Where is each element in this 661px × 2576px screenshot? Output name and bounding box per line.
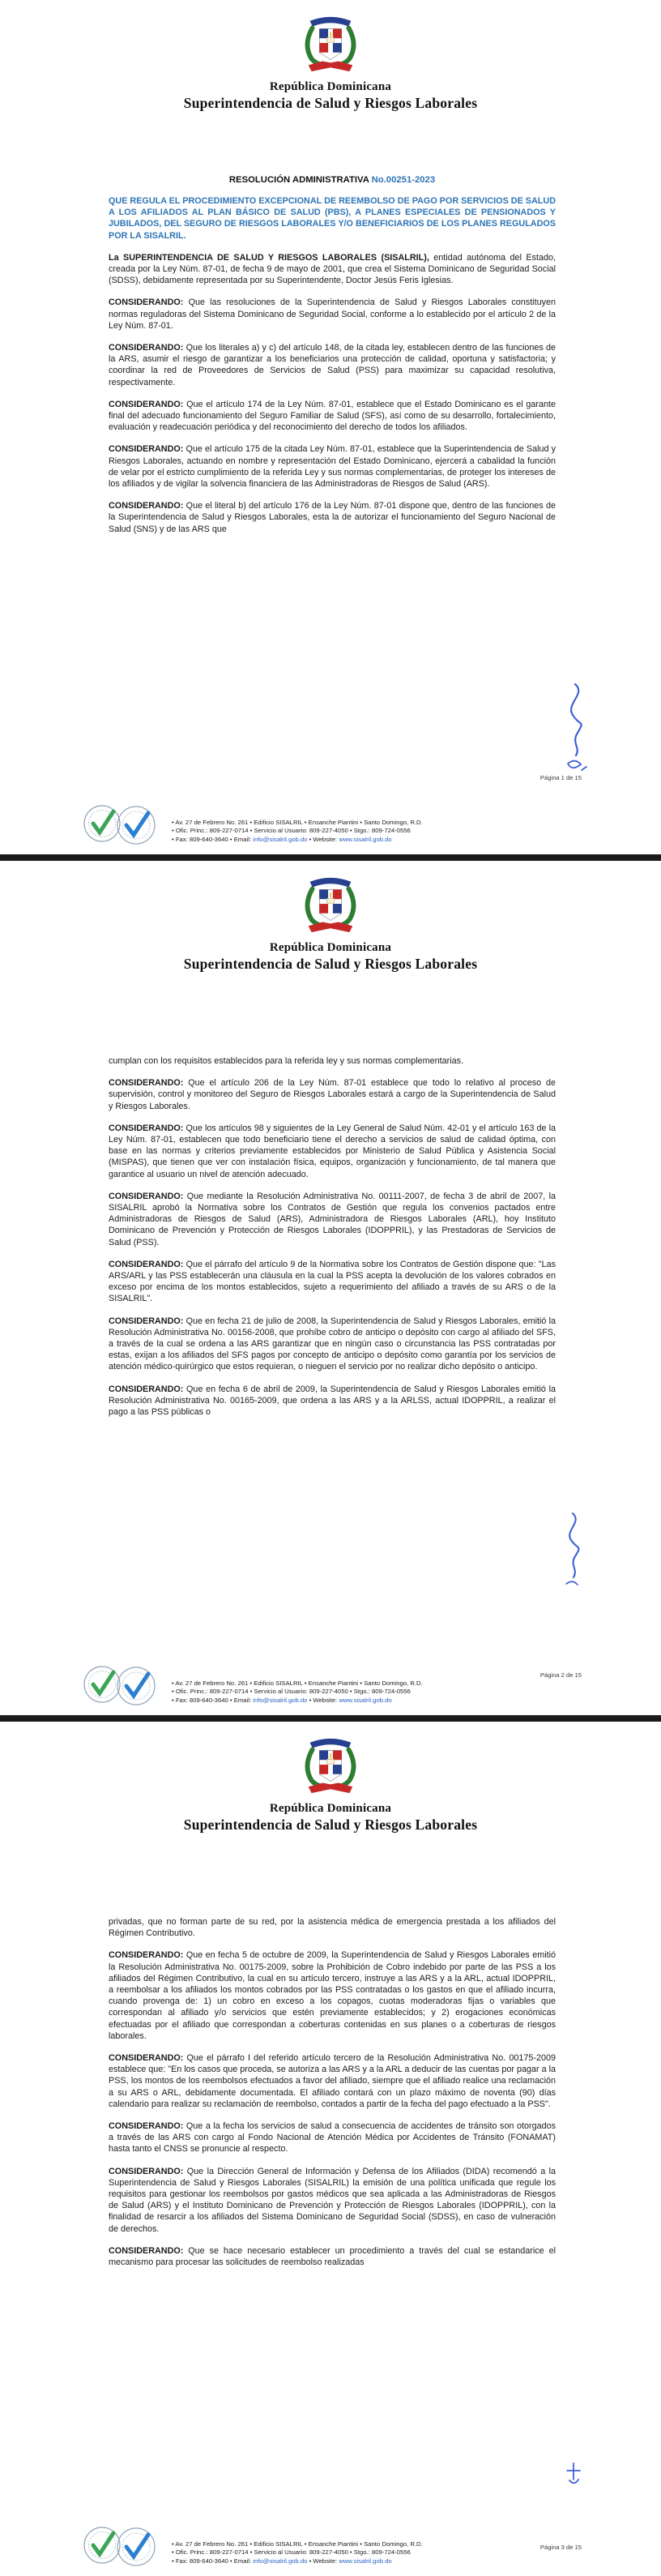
page-header xyxy=(0,0,661,112)
document-page-3 xyxy=(0,1722,661,2576)
website-link[interactable]: www.sisalril.gob.do xyxy=(339,2557,392,2565)
resolution-number: No.00251-2023 xyxy=(371,175,436,185)
certification-seals-icon xyxy=(81,799,165,853)
header-country: República Dominicana xyxy=(269,80,392,93)
paragraph: CONSIDERANDO: Que en fecha 5 de octubre de 2009, la Superintendencia de Salud y Riesgos Laborales emitió la Resolución Administrativa No. 00175-2009, sobre la Prohibición de Cobro indebido por parte de las PSS a los afiliados del Régimen Contributivo, la cual en su artículo tercero, instruye a las ARS y a la ARL, actual IDOPPRIL, a reembolsar a los afiliados los montos cobrados por las PSS contratadas o los gastos en que el afiliado incurra, cuando provenga de: 1) un cobro en exceso a los copagos, cuotas moderadoras fijas o variables que correspondan al afiliado y/o servicios que estén previamente establecidos; y 2) erogaciones económicas efectuadas por el afiliado que correspondan a coberturas contenidas en sus planes o a coberturas de riesgos laborales. xyxy=(109,1950,556,2041)
footer-address-line: • Av. 27 de Febrero No. 261 • Edificio SISALRIL • Ensanche Piantini • Santo Domingo, R.D. xyxy=(172,818,423,826)
page-body xyxy=(109,1055,556,1428)
paragraph: cumplan con los requisitos establecidos para la referida ley y sus normas complementarias. xyxy=(109,1056,464,1066)
page-number: Página 3 de 15 xyxy=(539,2544,582,2551)
header-institution: Superintendencia de Salud y Riesgos Laborales xyxy=(183,1816,478,1833)
page-header xyxy=(0,1722,661,1834)
paragraph: CONSIDERANDO: Que los literales a) y c) del artículo 148, de la citada ley, establecen dentro de las funciones de la ARS, asumir el riesgo de garantizar a los beneficiarios una protección de calidad, oportuna y satisfactoria; y coordinar la red de Proveedores de Servicios de Salud (PSS) para maximizar su capacidad resolutiva, respectivamente. xyxy=(109,343,556,387)
page-header xyxy=(0,861,661,973)
footer-online-line: • Fax: 809-640-3640 • Email: info@sisalril.gob.do • Website: www.sisalril.gob.do xyxy=(172,1697,392,1705)
signature-initials xyxy=(564,2461,583,2488)
page-footer xyxy=(0,1658,661,1715)
paragraph: CONSIDERANDO: Que en fecha 6 de abril de 2009, la Superintendencia de Salud y Riesgos Laborales emitió la Resolución Administrativa No. 00165-2009, que ordena a las ARS y a la ARLSS, actual IDOPPRIL, a realizar el pago a las PSS públicas o xyxy=(109,1384,556,1418)
dominican-coat-of-arms-icon xyxy=(299,872,362,939)
page-number: Página 2 de 15 xyxy=(539,1671,582,1679)
signature-initials xyxy=(557,1509,588,1590)
page-number: Página 1 de 15 xyxy=(539,774,582,781)
certification-seals-icon xyxy=(81,2521,165,2574)
footer-phones-line: • Ofic. Princ.: 809-227-0714 • Servicio al Usuario: 809-227-4050 • Stgo.: 809-724-0556 xyxy=(172,2548,411,2557)
resolution-label: RESOLUCIÓN ADMINISTRATIVA xyxy=(228,175,369,185)
paragraph: CONSIDERANDO: Que la Dirección General de Información y Defensa de los Afiliados (DIDA) recomendó a la Superintendencia de Salud y Riesgos Laborales (SISALRIL) la emisión de una política unificada que regule los requisitos para gestionar los reembolsos por gastos médicos que sea aplicada a las Administradoras de Riesgos de Salud (ARS) y el Instituto Dominicano de Prevención y Protección de Riesgos Laborales (IDOPPRIL), con la finalidad de resarcir a los afiliados del Sistema Dominicano de Seguridad Social (SDSS), en caso de vulneración de derechos. xyxy=(109,2166,556,2234)
paragraph: CONSIDERANDO: Que las resoluciones de la Superintendencia de Salud y Riesgos Laborales constituyen normas reguladoras del Sistema Dominicano de Seguridad Social, conforme a lo establecido por el artículo 2 de la Ley Núm. 87-01. xyxy=(109,297,556,331)
paragraph: CONSIDERANDO: Que se hace necesario establecer un procedimiento a través del cual se estandarice el mecanismo para procesar las solicitudes de reembolso realizadas xyxy=(109,2245,556,2268)
email-link[interactable]: info@sisalril.gob.do xyxy=(253,2557,308,2565)
dominican-coat-of-arms-icon xyxy=(299,1733,362,1799)
paragraph: CONSIDERANDO: Que a la fecha los servicios de salud a consecuencia de accidentes de tránsito son otorgados a través de las ARS con cargo al Fondo Nacional de Atención Médica por Accidentes de Tránsito (FONAMAT) hasta tanto el CNSS se pronuncie al respecto. xyxy=(109,2121,556,2155)
email-link[interactable]: info@sisalril.gob.do xyxy=(253,836,308,844)
document-page-2 xyxy=(0,861,661,1715)
footer-phones-line: • Ofic. Princ.: 809-227-0714 • Servicio al Usuario: 809-227-4050 • Stgo.: 809-724-0556 xyxy=(172,827,411,835)
footer-address-line: • Av. 27 de Febrero No. 261 • Edificio SISALRIL • Ensanche Piantini • Santo Domingo, R.D. xyxy=(172,1679,423,1687)
footer-contact-info xyxy=(172,1680,423,1705)
page-body xyxy=(109,1916,556,2279)
page-footer xyxy=(0,798,661,854)
paragraph: CONSIDERANDO: Que el artículo 175 de la citada Ley Núm. 87-01, establece que la Superintendencia de Salud y Riesgos Laborales, actuando en nombre y representación del Estado Dominicano, ejercerá a cabalidad la función de velar por el estricto cumplimiento de la referida Ley y sus normas complementarias, de proteger los intereses de los afiliados y de vigilar la solvencia financiera de las Administradoras de Riesgos de Salud (ARS). xyxy=(109,444,556,490)
document-page-1 xyxy=(0,0,661,854)
paragraph: CONSIDERANDO: Que los artículos 98 y siguientes de la Ley General de Salud Núm. 42-01 y el artículo 163 de la Ley Núm. 87-01, establecen que todo beneficiario tiene el derecho a servicios de salud de calidad óptima, con base en las normas y criterios previamente establecidos por Ministerio de Salud Pública y Asistencia Social (MISPAS), que tienen que ver con instalación física, equipos, organización y funcionamiento, de tal manera que garantice al usuario un nivel de atención adecuado. xyxy=(109,1123,556,1179)
paragraph: CONSIDERANDO: Que el artículo 206 de la Ley Núm. 87-01 establece que todo lo relativo al proceso de supervisión, control y monitoreo del Seguro de Riesgos Laborales estará a cargo de la Superintendencia de Salud y Riesgos Laborales. xyxy=(109,1078,556,1111)
dominican-coat-of-arms-icon xyxy=(299,11,362,78)
paragraph: privadas, que no forman parte de su red, por la asistencia médica de emergencia prestada a los afiliados del Régimen Contributivo. xyxy=(109,1917,556,1939)
paragraph: CONSIDERANDO: Que en fecha 21 de julio de 2008, la Superintendencia de Salud y Riesgos Laborales, emitió la Resolución Administrativa No. 00156-2008, que prohíbe cobro de anticipo o depósito con cargo al afiliado del SFS, a través de la cual se ordena a las ARS garantizar que en ningún caso o circunstancia las PSS contratadas por estas, exijan a los afiliados del SFS pagos por concepto de anticipo o depósito como garantía por los servicios de atención médico-quirúrgico que estos requieran, o nieguen el servicio por no realizar dicho depósito o anticipo. xyxy=(109,1316,556,1372)
footer-address-line: • Av. 27 de Febrero No. 261 • Edificio SISALRIL • Ensanche Piantini • Santo Domingo, R.D. xyxy=(172,2540,423,2548)
signature-initials xyxy=(557,679,591,778)
paragraph: CONSIDERANDO: Que el párrafo del artículo 9 de la Normativa sobre los Contratos de Gestión dispone que: "Las ARS/ARL y las PSS establecerán una cláusula en la cual la PSS acepta la devolución de los valores cobrados en exceso por encima de los montos establecidos, sujeto a requerimiento del afiliado a través de su ARS o de la SISALRIL". xyxy=(109,1259,556,1304)
page-footer xyxy=(0,2519,661,2576)
resolution-title xyxy=(109,175,556,185)
paragraph: CONSIDERANDO: Que el párrafo I del referido artículo tercero de la Resolución Administrativa No. 00175-2009 establece que: "En los casos que proceda, se autoriza a las ARS y a la ARL a deducir de las cuentas por pagar a la PSS, los montos de los reembolsos efectuados a favor del afiliado, siempre que el afiliado realice una reclamación a su ARS o ARL, debidamente documentada. El afiliado contará con un plazo máximo de noventa (90) días calendario para realizar su reclamación de reembolso, contados a partir de la fecha del pago efectuado a la PSS". xyxy=(109,2053,557,2109)
website-link[interactable]: www.sisalril.gob.do xyxy=(339,836,392,844)
paragraph: CONSIDERANDO: Que el artículo 174 de la Ley Núm. 87-01, establece que el Estado Dominicano es el garante final del adecuado funcionamiento del Seguro Familiar de Salud (SFS), así como de su desarrollo, fortalecimiento, evaluación y readecuación periódica y del reconocimiento del derecho de todos los afiliados. xyxy=(109,399,556,433)
page-body xyxy=(109,175,556,546)
header-country: República Dominicana xyxy=(269,1802,392,1815)
paragraph: La SUPERINTENDENCIA DE SALUD Y RIESGOS LABORALES (SISALRIL), entidad autónoma del Estado, creada por la Ley Núm. 87-01, de fecha 9 de mayo de 2001, que crea el Sistema Dominicano de Seguridad Social (SDSS), debidamente representada por su Superintendente, Doctor Jesús Feris Iglesias. xyxy=(109,252,556,286)
footer-contact-info xyxy=(172,819,423,845)
footer-phones-line: • Ofic. Princ.: 809-227-0714 • Servicio al Usuario: 809-227-4050 • Stgo.: 809-724-0556 xyxy=(172,1688,411,1696)
footer-online-line: • Fax: 809-640-3640 • Email: info@sisalril.gob.do • Website: www.sisalril.gob.do xyxy=(172,2557,392,2565)
header-institution: Superintendencia de Salud y Riesgos Laborales xyxy=(183,95,478,111)
paragraph: CONSIDERANDO: Que el literal b) del artículo 176 de la Ley Núm. 87-01 dispone que, dentro de las funciones de la Superintendencia de Salud y Riesgos Laborales, esta la de autorizar el funcionamiento del Seguro Nacional de Salud (SNS) y de las ARS que xyxy=(109,501,556,534)
footer-online-line: • Fax: 809-640-3640 • Email: info@sisalril.gob.do • Website: www.sisalril.gob.do xyxy=(172,836,392,844)
website-link[interactable]: www.sisalril.gob.do xyxy=(339,1697,392,1705)
certification-seals-icon xyxy=(81,1660,165,1714)
footer-contact-info xyxy=(172,2540,423,2566)
resolution-subject: QUE REGULA EL PROCEDIMIENTO EXCEPCIONAL DE REEMBOLSO DE PAGO POR SERVICIOS DE SALUD A LOS AFILIADOS AL PLAN BÁSICO DE SALUD (PBS), A PLANES ESPECIALES DE PENSIONADOS Y JUBILADOS, DEL SEGURO DE RIESGOS LABORALES Y/O BENEFICIARIOS DE LOS PLANES REGULADOS POR LA SISALRIL. xyxy=(109,196,556,241)
header-country: República Dominicana xyxy=(269,941,392,954)
paragraph: CONSIDERANDO: Que mediante la Resolución Administrativa No. 00111-2007, de fecha 3 de abril de 2007, la SISALRIL aprobó la Normativa sobre los Contratos de Gestión que regula los convenios pactados entre Administradoras de Riesgos de Salud (ARS), Administradora de Riesgos Laborales (ARL), hoy Instituto Dominicano de Prevención y Protección de Riesgos Laborales (IDOPPRIL), y las Prestadoras de Servicios de Salud (PSS). xyxy=(109,1191,556,1247)
email-link[interactable]: info@sisalril.gob.do xyxy=(253,1697,308,1705)
header-institution: Superintendencia de Salud y Riesgos Laborales xyxy=(183,956,478,972)
